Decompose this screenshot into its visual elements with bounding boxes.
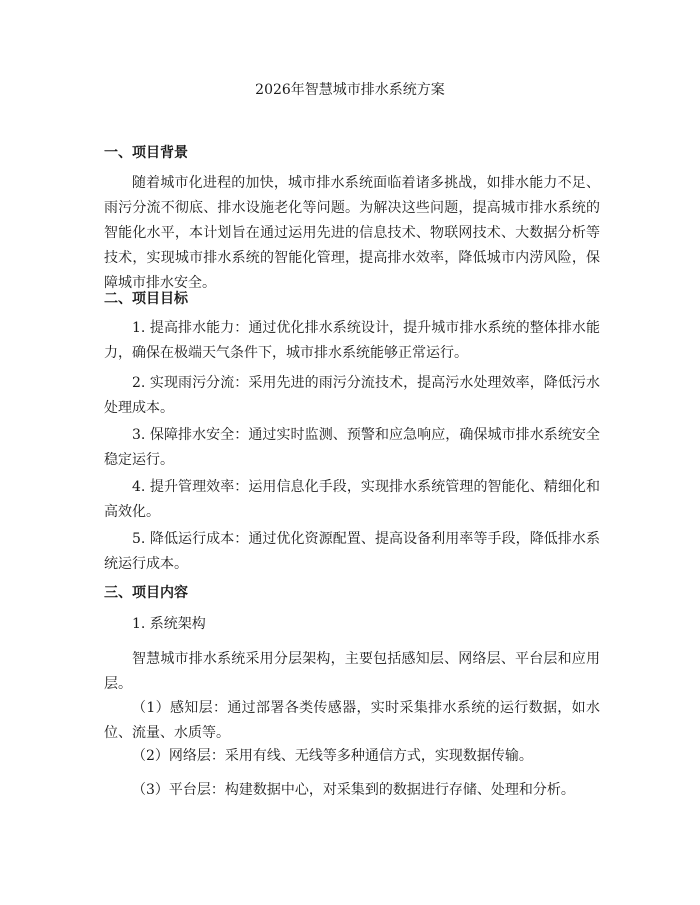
paragraph-background: 随着城市化进程的加快，城市排水系统面临着诸多挑战，如排水能力不足、雨污分流不彻底、排水设施老化等问题。为解决这些问题，提高城市排水系统的智能化水平，本计划旨在通过运用先进的信息技术、物联网技术、大数据分析等技术，实现城市排水系统的智能化管理，提高排水效率，降低城市内涝风险，保障城市排水安全。 [104, 175, 600, 291]
section-heading-content: 三、项目内容 [104, 585, 188, 601]
content-subheading-architecture: 1. 系统架构 [132, 616, 206, 632]
goal-item-4: 4. 提升管理效率：运用信息化手段，实现排水系统管理的智能化、精细化和高效化。 [104, 479, 600, 520]
section-heading-background: 一、项目背景 [104, 145, 188, 161]
paragraph-architecture: 智慧城市排水系统采用分层架构，主要包括感知层、网络层、平台层和应用层。 [104, 651, 600, 692]
section-heading-goals: 二、项目目标 [104, 291, 188, 307]
layer-item-platform: （3）平台层：构建数据中心，对采集到的数据进行存储、处理和分析。 [132, 782, 575, 798]
goal-item-5: 5. 降低运行成本：通过优化资源配置、提高设备利用率等手段，降低排水系统运行成本。 [104, 531, 600, 572]
goal-item-3: 3. 保障排水安全：通过实时监测、预警和应急响应，确保城市排水系统安全稳定运行。 [104, 427, 600, 468]
layer-item-perception: （1）感知层：通过部署各类传感器，实时采集排水系统的运行数据，如水位、流量、水质等。 [104, 700, 600, 741]
goal-item-1: 1. 提高排水能力：通过优化排水系统设计，提升城市排水系统的整体排水能力，确保在极端天气条件下，城市排水系统能够正常运行。 [104, 320, 600, 361]
layer-item-network: （2）网络层：采用有线、无线等多种通信方式，实现数据传输。 [132, 748, 533, 764]
goal-item-2: 2. 实现雨污分流：采用先进的雨污分流技术，提高污水处理效率，降低污水处理成本。 [104, 375, 600, 416]
document-title: 2026年智慧城市排水系统方案 [255, 82, 445, 98]
